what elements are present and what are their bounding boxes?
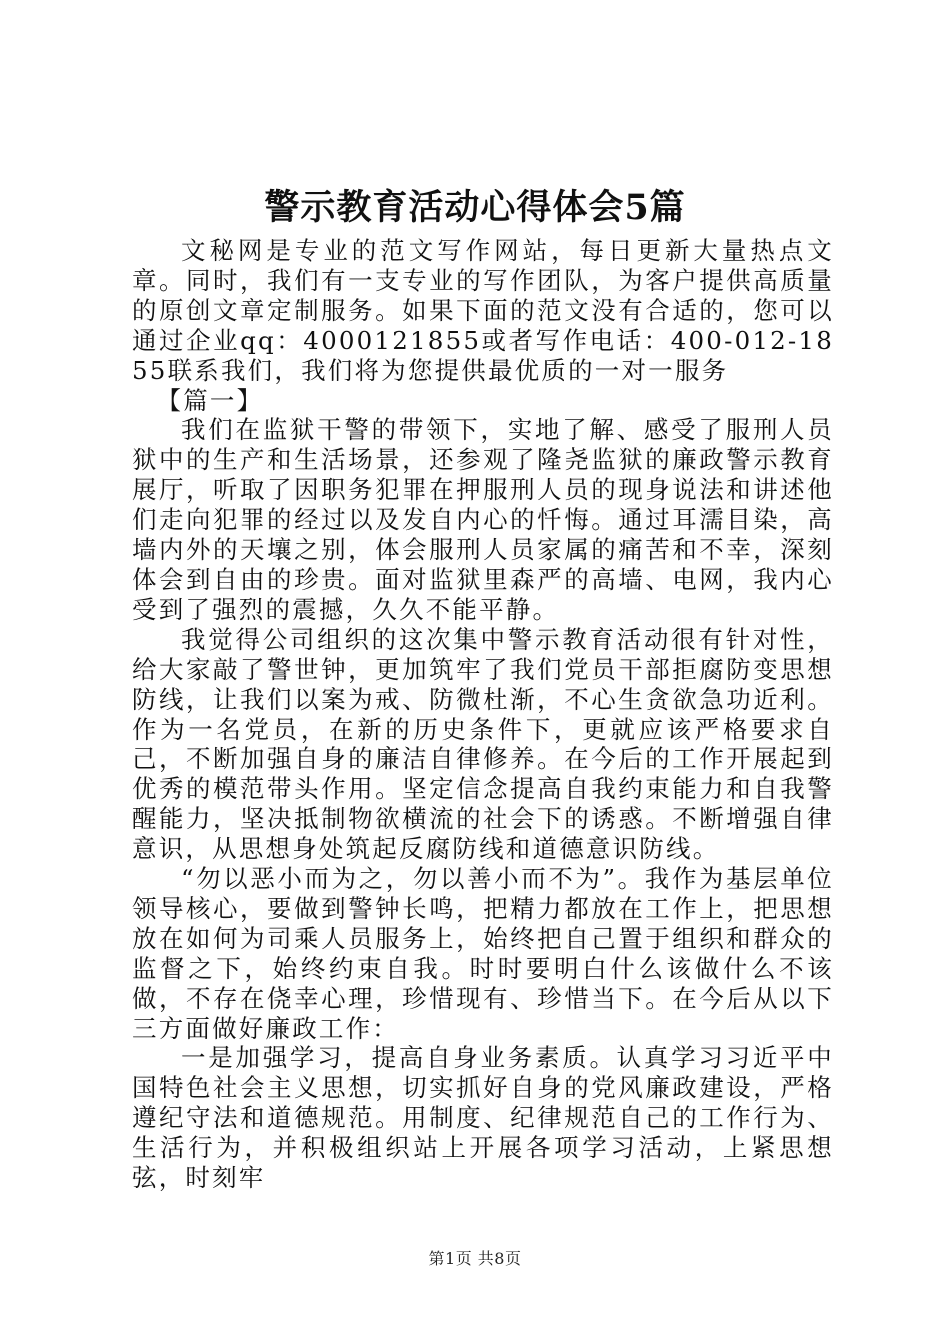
body-paragraph: 一是加强学习，提高自身业务素质。认真学习习近平中国特色社会主义思想，切实抓好自身的党风廉政建设，严格遵纪守法和道德规范。用制度、纪律规范自己的工作行为、生活行为，并积极组织站上开展各项学习活动，上紧思想弦，时刻牢 xyxy=(132,1043,834,1193)
page-footer: 第1页 共8页 xyxy=(428,1249,522,1268)
body-paragraph: 我觉得公司组织的这次集中警示教育活动很有针对性，给大家敲了警世钟，更加筑牢了我们党员干部拒腐防变思想防线，让我们以案为戒、防微杜渐，不心生贪欲急功近利。作为一名党员，在新的历史条件下，更就应该严格要求自己，不断加强自身的廉洁自律修养。在今后的工作开展起到优秀的模范带头作用。坚定信念提高自我约束能力和自我警醒能力，坚决抵制物欲横流的社会下的诱惑。不断增强自律意识，从思想身处筑起反腐防线和道德意识防线。 xyxy=(132,624,834,864)
intro-paragraph: 文秘网是专业的范文写作网站，每日更新大量热点文章。同时，我们有一支专业的写作团队，为客户提供高质量的原创文章定制服务。如果下面的范文没有合适的，您可以通过企业qq：4000121855或者写作电话：400-012-1855联系我们，我们将为您提供最优质的一对一服务 xyxy=(132,236,834,385)
section-heading: 【篇一】 xyxy=(156,385,264,415)
document-body xyxy=(132,236,834,1193)
document-title: 警示教育活动心得体会5篇 xyxy=(264,187,686,228)
body-paragraph: “勿以恶小而为之，勿以善小而不为”。我作为基层单位领导核心，要做到警钟长鸣，把精力都放在工作上，把思想放在如何为司乘人员服务上，始终把自己置于组织和群众的监督之下，始终约束自我。时时要明白什么该做什么不该做，不存在侥幸心理，珍惜现有、珍惜当下。在今后从以下三方面做好廉政工作： xyxy=(132,864,834,1043)
body-paragraph: 我们在监狱干警的带领下，实地了解、感受了服刑人员狱中的生产和生活场景，还参观了隆尧监狱的廉政警示教育展厅，听取了因职务犯罪在押服刑人员的现身说法和讲述他们走向犯罪的经过以及发自内心的忏悔。通过耳濡目染，高墙内外的天壤之别，体会服刑人员家属的痛苦和不幸，深刻体会到自由的珍贵。面对监狱里森严的高墙、电网，我内心受到了强烈的震撼，久久不能平静。 xyxy=(132,415,834,624)
